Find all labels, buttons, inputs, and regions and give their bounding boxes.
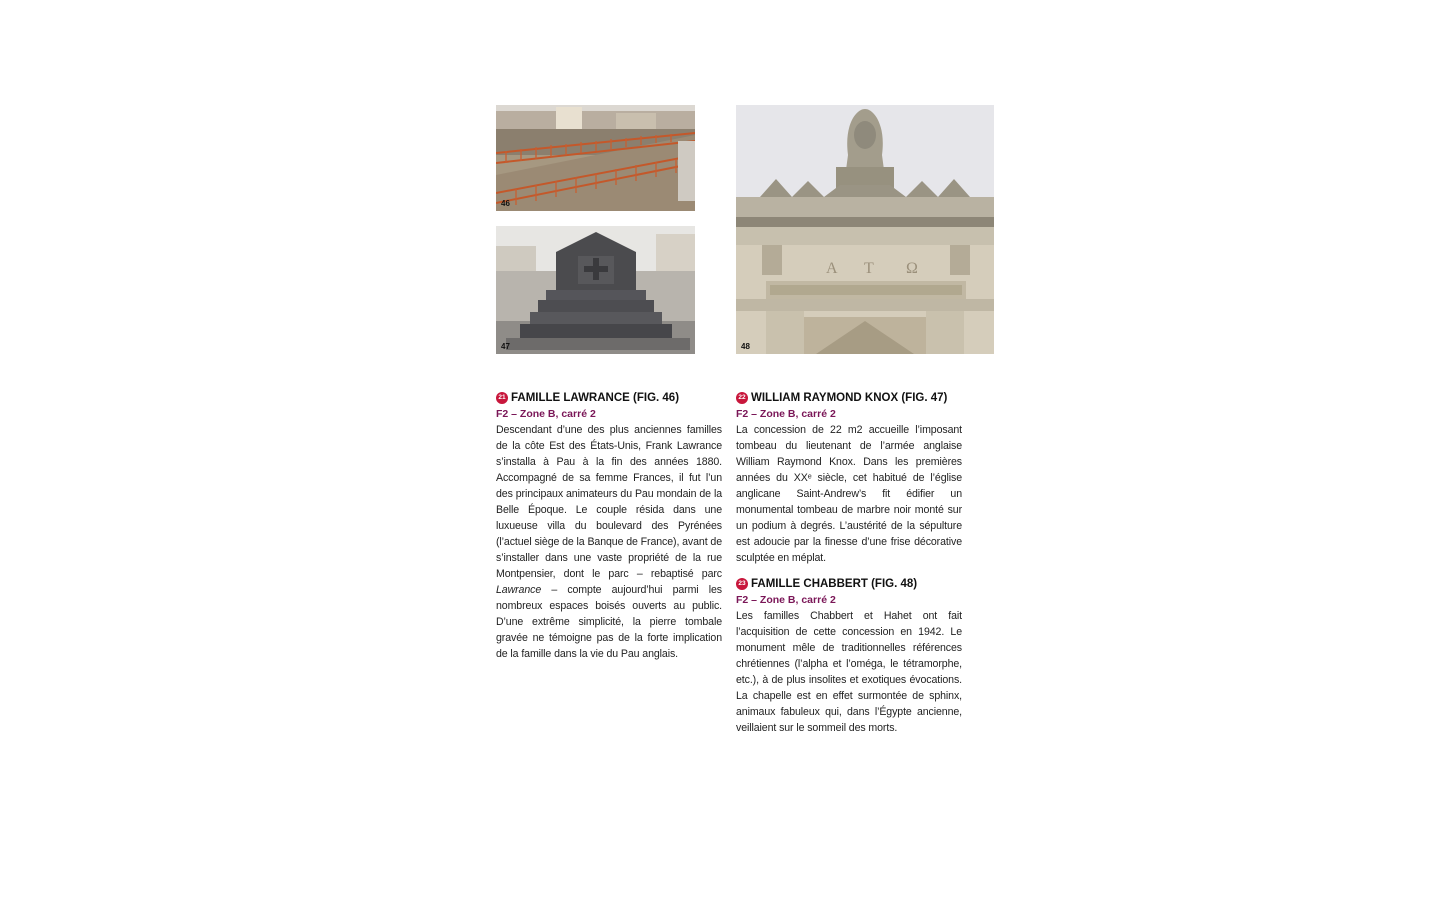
- photo-fig-47: [496, 226, 695, 354]
- section-knox: [736, 390, 962, 736]
- photo-fig-46: [496, 105, 695, 211]
- figure-number: 48: [741, 342, 750, 351]
- photo-fig-48: [736, 105, 994, 354]
- body-text-part: – compte aujourd’hui parmi les nombreux espaces boisés ouverts au public. D’une extrême simplicité, la pierre tombale gravée ne témoigne pas de la forte implication de la famille dans la vie du Pau anglais.: [496, 584, 722, 660]
- section-body: La concession de 22 m2 accueille l’imposant tombeau du lieutenant de l’armée anglaise William Raymond Knox. Dans les premières années du XXᵉ siècle, cet habitué de l’église anglicane Saint-Andrew’s fit édifier un monumental tombeau de marbre noir monté sur un podium à degrés. L’austérité de la sépulture est adoucie par la finesse d’une frise décorative sculptée en méplat.: [736, 424, 962, 564]
- location-label: F2 – Zone B, carré 2: [736, 594, 836, 606]
- section-number-badge: 23: [736, 578, 748, 590]
- section-title: WILLIAM RAYMOND KNOX (FIG. 47): [751, 392, 948, 404]
- figure-number: 46: [501, 199, 510, 208]
- section-lawrance: [496, 390, 722, 662]
- section-heading: [496, 390, 722, 406]
- park-name-italic: Lawrance: [496, 584, 542, 596]
- section-body: Les familles Chabbert et Hahet ont fait l’acquisition de cette concession en 1942. Le monument mêle de traditionnelles références chrétiennes (l’alpha et l’oméga, le tétramorphe, etc.), à de plus insolites et exotiques évocations. La chapelle est en effet surmontée de sphinx, animaux fabuleux qui, dans l’Égypte ancienne, veillaient sur le sommeil des morts.: [736, 610, 962, 734]
- section-number-badge: 21: [496, 392, 508, 404]
- svg-text:T: T: [864, 260, 874, 277]
- black-marble-tomb-image: [496, 226, 695, 354]
- section-body: [496, 422, 722, 662]
- section-title: FAMILLE CHABBERT (FIG. 48): [751, 578, 918, 590]
- location-label: F2 – Zone B, carré 2: [736, 408, 836, 420]
- section-heading: [736, 390, 962, 406]
- location-label: F2 – Zone B, carré 2: [496, 408, 596, 420]
- sphinx-chapel-image: [736, 105, 994, 354]
- svg-text:Ω: Ω: [906, 260, 918, 277]
- figure-number: 47: [501, 342, 510, 351]
- section-title: FAMILLE LAWRANCE (FIG. 46): [511, 392, 680, 404]
- section-number-badge: 22: [736, 392, 748, 404]
- section-heading: [736, 576, 962, 592]
- body-text-part: Descendant d’une des plus anciennes familles de la côte Est des États-Unis, Frank Lawrance s’installa à Pau à la fin des années 1880. Accompagné de sa femme Frances, il fut l’un des principaux animateurs du Pau mondain de la Belle Époque. Le couple résida dans une luxueuse villa du boulevard des Pyrénées (l’actuel siège de la Banque de France), avant de s’installer dans une vaste propriété de la rue Montpensier, dont le parc – rebaptisé parc: [496, 424, 722, 580]
- svg-text:A: A: [826, 260, 838, 277]
- cemetery-railing-image: [496, 105, 695, 211]
